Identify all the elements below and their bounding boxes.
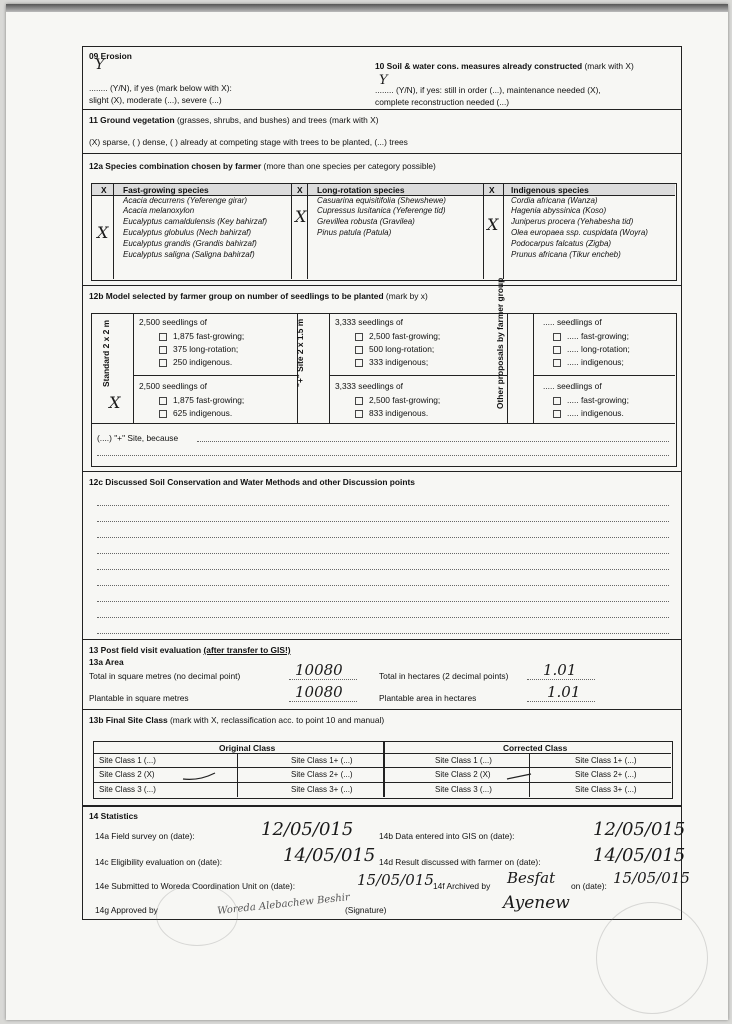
other-a-title: ..... seedlings of	[543, 317, 602, 327]
std-a-line: 375 long-rotation;	[159, 344, 238, 354]
divider	[507, 313, 508, 423]
divider	[83, 285, 681, 286]
divider	[83, 709, 681, 710]
fill-line	[97, 601, 669, 602]
stat-14e-label: 14e Submitted to Woreda Coordination Unit on (date):	[95, 881, 296, 891]
divider	[133, 313, 134, 423]
divider	[383, 741, 385, 797]
stat-14c-label: 14c Eligibility evaluation on (date):	[95, 857, 223, 867]
divider	[503, 183, 504, 279]
divider	[291, 183, 292, 279]
fill-line	[527, 679, 595, 680]
site-class-cell: Site Class 3 (...)	[99, 785, 156, 794]
stat-14a-label: 14a Field survey on (date):	[95, 831, 195, 841]
divider	[83, 639, 681, 640]
species-mark-globulus: X	[97, 223, 109, 242]
ground-veg-line: (X) sparse, ( ) dense, ( ) already at competing stage with trees to be planted, (...) trees	[89, 137, 408, 147]
stat-14d-label: 14d Result discussed with farmer on (date):	[379, 857, 541, 867]
divider	[329, 375, 507, 376]
other-proposals-label: Other proposals by farmer group	[495, 277, 505, 409]
indigenous-header: Indigenous species	[511, 185, 589, 195]
total-sqm-label: Total in square metres (no decimal point)	[89, 671, 241, 681]
species-item: Grevillea robusta (Gravilea)	[317, 217, 415, 226]
plus-site-label: "+" Site 2 x 1.5 m	[295, 318, 305, 387]
field-assessment-form	[82, 46, 690, 920]
check-stroke	[503, 769, 543, 783]
ground-veg-title: 11 Ground vegetation (grasses, shrubs, and bushes) and trees (mark with X)	[89, 115, 379, 125]
site-class-cell: Site Class 2+ (...)	[575, 770, 637, 779]
fill-line	[97, 633, 669, 634]
stat-14b-value: 12/05/015	[593, 819, 686, 840]
species-x-header: X	[101, 185, 107, 195]
faded-stamp	[596, 902, 708, 1014]
species-x-header: X	[489, 185, 495, 195]
total-sqm-value: 10080	[295, 661, 343, 679]
plant-sqm-value: 10080	[295, 683, 343, 701]
stat-14e-value: 15/05/015	[357, 871, 434, 889]
plant-ha-value: 1.01	[547, 683, 581, 701]
erosion-line1: ........ (Y/N), if yes (mark below with X):	[89, 83, 232, 93]
stat-14g-signature-label: (Signature)	[345, 905, 387, 915]
species-x-header: X	[297, 185, 303, 195]
fill-line	[97, 537, 669, 538]
soilwater-line2: complete reconstruction needed (...)	[375, 97, 510, 107]
divider	[533, 313, 534, 423]
corrected-class-header: Corrected Class	[503, 743, 568, 753]
erosion-mark: Y	[95, 57, 105, 73]
species-item: Prunus africana (Tikur encheb)	[511, 250, 621, 259]
species-item: Eucalyptus camaldulensis (Key bahirzaf)	[123, 217, 268, 226]
site-class-cell: Site Class 1 (...)	[99, 756, 156, 765]
soilwater-mark: Y	[379, 73, 388, 88]
model-title: 12b Model selected by farmer group on number of seedlings to be planted (mark by x)	[89, 291, 428, 301]
divider	[113, 183, 114, 279]
std-a-line: 250 indigenous.	[159, 357, 232, 367]
fill-line	[97, 455, 669, 456]
site-class-cell: Site Class 1+ (...)	[291, 756, 353, 765]
divider	[307, 183, 308, 279]
site-class-cell: Site Class 2 (X)	[435, 770, 491, 779]
fill-line	[289, 701, 357, 702]
species-item: Olea europaea ssp. cuspidata (Woyra)	[511, 228, 648, 237]
plus-a-line: 500 long-rotation;	[355, 344, 434, 354]
long-rotation-header: Long-rotation species	[317, 185, 405, 195]
fill-line	[97, 505, 669, 506]
other-a-line: ..... indigenous;	[553, 357, 624, 367]
soilwater-title: 10 Soil & water cons. measures already constructed (mark with X)	[375, 61, 634, 71]
fill-line	[527, 701, 595, 702]
other-a-line: ..... long-rotation;	[553, 344, 630, 354]
scan-edge	[6, 4, 728, 12]
plus-b-title: 3,333 seedlings of	[335, 381, 403, 391]
fast-growing-header: Fast-growing species	[123, 185, 209, 195]
statistics-title: 14 Statistics	[89, 811, 138, 821]
species-item: Cupressus lusitanica (Yeferenge tid)	[317, 206, 446, 215]
divider	[329, 313, 330, 423]
divider	[91, 423, 675, 424]
std-b-line: 1,875 fast-growing;	[159, 395, 244, 405]
site-class-cell: Site Class 3 (...)	[435, 785, 492, 794]
other-a-line: ..... fast-growing;	[553, 331, 629, 341]
fill-line	[197, 441, 669, 442]
plus-site-reason: (....) "+" Site, because	[97, 433, 179, 443]
standard-label: Standard 2 x 2 m	[101, 319, 111, 387]
site-class-cell: Site Class 3+ (...)	[575, 785, 637, 794]
post-field-title: 13 Post field visit evaluation (after transfer to GIS!)	[89, 645, 291, 655]
fill-line	[97, 521, 669, 522]
form-page	[6, 4, 728, 1020]
species-item: Cordia africana (Wanza)	[511, 196, 598, 205]
divider	[83, 471, 681, 472]
site-class-cell: Site Class 2+ (...)	[291, 770, 353, 779]
erosion-line2: slight (X), moderate (...), severe (...)	[89, 95, 222, 105]
site-class-cell: Site Class 1+ (...)	[575, 756, 637, 765]
fill-line	[97, 569, 669, 570]
plus-b-line: 2,500 fast-growing;	[355, 395, 440, 405]
species-item: Hagenia abyssinica (Koso)	[511, 206, 607, 215]
divider	[83, 805, 681, 807]
species-mark-cupressus: X	[295, 207, 307, 226]
soilwater-line1: ........ (Y/N), if yes: still in order (...), maintenance needed (X),	[375, 85, 601, 95]
check-stroke	[179, 769, 239, 783]
total-ha-value: 1.01	[543, 661, 577, 679]
plant-ha-label: Plantable area in hectares	[379, 693, 477, 703]
stat-14g-name: Woreda Alebachew Beshir	[216, 892, 351, 917]
species-item: Pinus patula (Patula)	[317, 228, 392, 237]
plant-sqm-label: Plantable in square metres	[89, 693, 189, 703]
site-class-cell: Site Class 2 (X)	[99, 770, 155, 779]
stat-14a-value: 12/05/015	[261, 819, 354, 840]
plus-a-line: 2,500 fast-growing;	[355, 331, 440, 341]
std-a-line: 1,875 fast-growing;	[159, 331, 244, 341]
species-item: Casuarina equisitifolia (Shewshewe)	[317, 196, 446, 205]
area-title: 13a Area	[89, 657, 124, 667]
plus-a-line: 333 indigenous;	[355, 357, 428, 367]
divider	[133, 375, 297, 376]
species-title: 12a Species combination chosen by farmer (more than one species per category possible)	[89, 161, 436, 171]
divider	[83, 153, 681, 154]
species-mark-juniperus: X	[487, 215, 499, 234]
std-a-title: 2,500 seedlings of	[139, 317, 207, 327]
plus-b-line: 833 indigenous.	[355, 408, 428, 418]
species-item: Eucalyptus saligna (Saligna bahirzaf)	[123, 250, 255, 259]
erosion-title: 09 Erosion	[89, 51, 132, 61]
total-ha-label: Total in hectares (2 decimal points)	[379, 671, 509, 681]
fill-line	[97, 585, 669, 586]
stat-14b-label: 14b Data entered into GIS on (date):	[379, 831, 515, 841]
standard-mark: X	[109, 393, 121, 412]
approver-signature: Ayenew	[503, 893, 570, 913]
species-item: Acacia decurrens (Yeferenge girar)	[123, 196, 248, 205]
species-item: Acacia melanoxylon	[123, 206, 195, 215]
site-class-cell: Site Class 3+ (...)	[291, 785, 353, 794]
stat-14c-value: 14/05/015	[283, 845, 376, 866]
stat-14f-label: 14f Archived by	[433, 881, 491, 891]
divider	[83, 109, 681, 110]
species-item: Eucalyptus globulus (Nech bahirzaf)	[123, 228, 252, 237]
stat-14f-value: 15/05/015	[613, 869, 690, 887]
stat-14f-on: on (date):	[571, 881, 607, 891]
faded-stamp	[156, 884, 238, 946]
std-b-line: 625 indigenous.	[159, 408, 232, 418]
species-item: Eucalyptus grandis (Grandis bahirzaf)	[123, 239, 257, 248]
divider	[483, 183, 484, 279]
site-class-cell: Site Class 1 (...)	[435, 756, 492, 765]
std-b-title: 2,500 seedlings of	[139, 381, 207, 391]
species-item: Juniperus procera (Yehabesha tid)	[511, 217, 634, 226]
fill-line	[289, 679, 357, 680]
discussion-title: 12c Discussed Soil Conservation and Water Methods and other Discussion points	[89, 477, 415, 487]
species-item: Podocarpus falcatus (Zigba)	[511, 239, 612, 248]
divider	[93, 753, 671, 754]
stat-14f-name: Besfat	[507, 869, 556, 887]
divider	[533, 375, 675, 376]
other-b-line: ..... fast-growing;	[553, 395, 629, 405]
divider	[93, 767, 671, 768]
stat-14d-value: 14/05/015	[593, 845, 686, 866]
site-class-title: 13b Final Site Class (mark with X, reclassification acc. to point 10 and manual)	[89, 715, 385, 725]
original-class-header: Original Class	[219, 743, 276, 753]
other-b-title: ..... seedlings of	[543, 381, 602, 391]
stat-14g-label: 14g Approved by	[95, 905, 158, 915]
other-b-line: ..... indigenous.	[553, 408, 624, 418]
fill-line	[97, 617, 669, 618]
fill-line	[97, 553, 669, 554]
plus-a-title: 3,333 seedlings of	[335, 317, 403, 327]
